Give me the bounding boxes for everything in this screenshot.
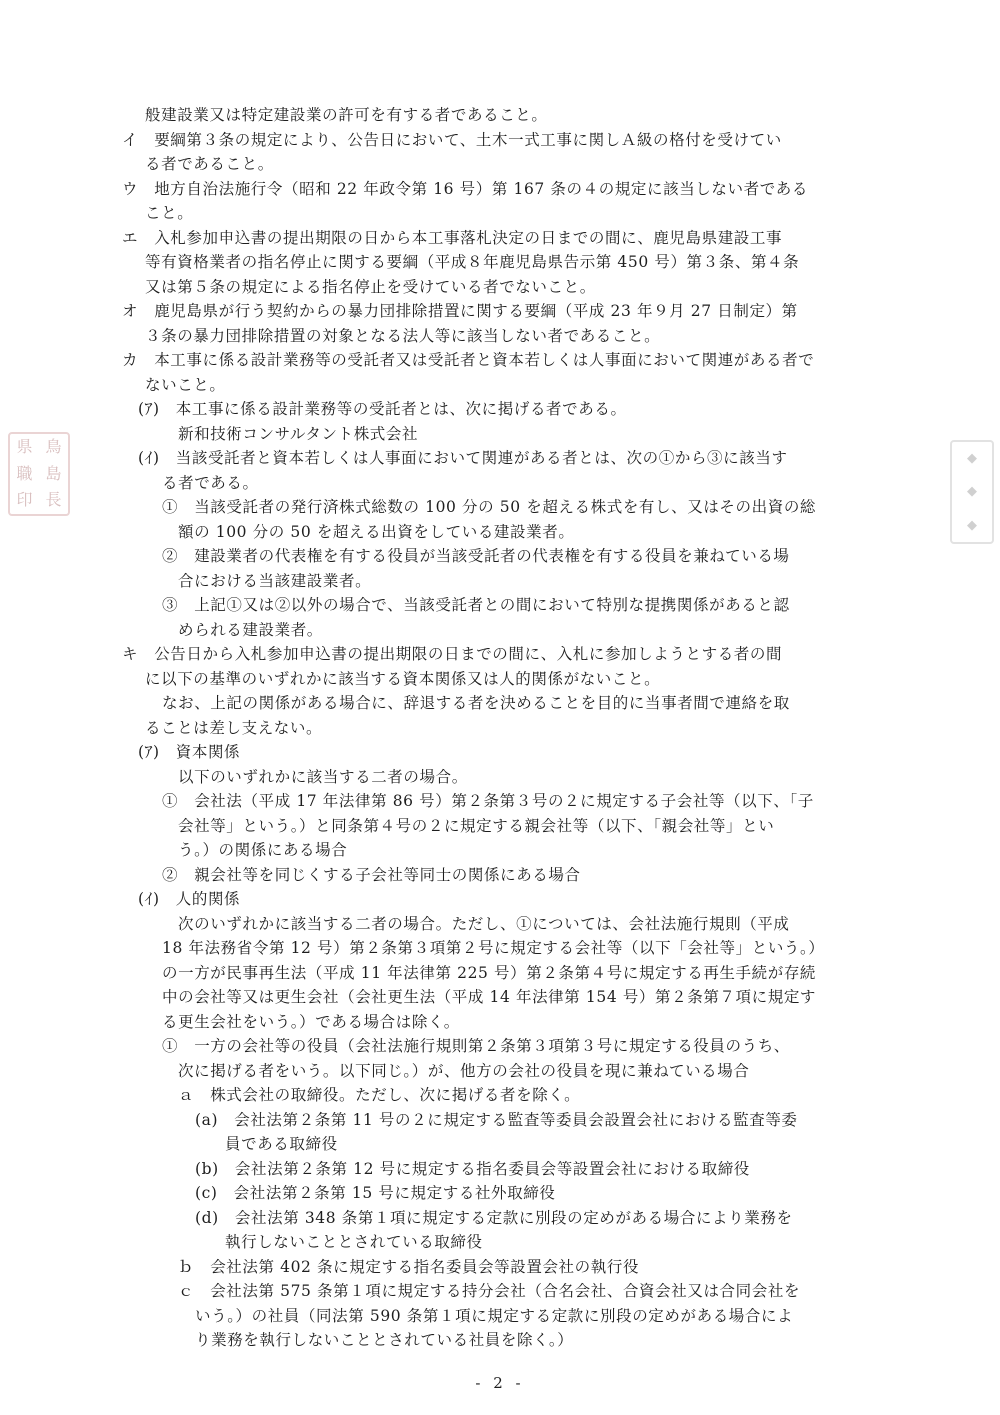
text-line: 会社等」という。）と同条第４号の２に規定する親会社等（以下、「親会社等」とい: [178, 816, 775, 835]
text-line: ② 親会社等を同じくする子会社等同士の関係にある場合: [162, 865, 581, 884]
text-line: (ｲ) 当該受託者と資本若しくは人事面において関連がある者とは、次の①から③に該当す: [138, 449, 788, 467]
text-line: エ 入札参加申込書の提出期限の日から本工事落札決定の日までの間に、鹿児島県建設工事: [122, 228, 783, 247]
text-line: の一方が民事再生法（平成 11 年法律第 225 号）第２条第４号に規定する再生手続が存続: [162, 963, 817, 982]
text-line: 等有資格業者の指名停止に関する要綱（平成８年鹿児島県告示第 450 号）第３条、第４条: [145, 253, 800, 271]
text-line: 執行しないこととされている取締役: [225, 1233, 483, 1251]
text-line: ③ 上記①又は②以外の場合で、当該受託者との間において特別な提携関係があると認: [162, 596, 790, 614]
text-line: り業務を執行しないこととされている社員を除く。）: [195, 1331, 574, 1349]
text-line: に以下の基準のいずれかに該当する資本関係又は人的関係がないこと。: [145, 669, 661, 688]
text-line: 新和技術コンサルタント株式会社: [178, 424, 419, 443]
text-line: オ 鹿児島県が行う契約からの暴力団排除措置に関する要綱（平成 23 年９月 27 日制定）第: [122, 302, 798, 320]
text-line: 合における当該建設業者。: [178, 571, 372, 590]
text-line: 18 年法務省令第 12 号）第２条第３項第２号に規定する会社等（以下「会社等」という。）: [162, 939, 825, 957]
text-line: ① 会社法（平成 17 年法律第 86 号）第２条第３号の２に規定する子会社等（以下、「子: [162, 792, 814, 810]
text-line: 次のいずれかに該当する二者の場合。ただし、①については、会社法施行規則（平成: [178, 914, 790, 933]
text-line: ることは差し支えない。: [145, 718, 323, 737]
text-line: (ｱ) 資本関係: [138, 743, 241, 761]
text-line: ウ 地方自治法施行令（昭和 22 年政令第 16 号）第 167 条の４の規定に該当しない者である: [122, 179, 808, 198]
text-line: る者である。: [162, 473, 259, 492]
text-line: キ 公告日から入札参加申込書の提出期限の日までの間に、入札に参加しようとする者の間: [122, 645, 783, 663]
text-line: (ｲ) 人的関係: [138, 890, 241, 908]
text-line: ３条の暴力団排除措置の対象となる法人等に該当しない者であること。: [145, 326, 661, 345]
text-line: (d) 会社法第 348 条第１項に規定する定款に別段の定めがある場合により業務を: [195, 1208, 793, 1227]
text-line: なお、上記の関係がある場合に、辞退する者を決めることを目的に当事者間で連絡を取: [162, 694, 790, 712]
page-number: - 2 -: [475, 1374, 525, 1392]
grey-seal-stamp: ◆ ◆ ◆: [950, 440, 994, 544]
text-line: ないこと。: [145, 375, 226, 394]
text-line: こと。: [145, 204, 194, 222]
text-line: (b) 会社法第２条第 12 号に規定する指名委員会等設置会社における取締役: [195, 1159, 750, 1178]
text-line: 以下のいずれかに該当する二者の場合。: [178, 767, 468, 786]
text-line: ｃ 会社法第 575 条第１項に規定する持分会社（合名会社、合資会社又は合同会社を: [178, 1282, 801, 1300]
text-line: ｂ 会社法第 402 条に規定する指名委員会等設置会社の執行役: [178, 1257, 640, 1276]
text-line: 次に掲げる者をいう。以下同じ。）が、他方の会社の役員を現に兼ねている場合: [178, 1061, 750, 1080]
text-line: 般建設業又は特定建設業の許可を有する者であること。: [145, 106, 548, 124]
text-line: 額の 100 分の 50 を超える出資をしている建設業者。: [178, 522, 575, 541]
text-line: ① 一方の会社等の役員（会社法施行規則第２条第３項第３号に規定する役員のうち、: [162, 1037, 790, 1055]
text-line: (a) 会社法第２条第 11 号の２に規定する監査等委員会設置会社における監査等委: [195, 1110, 798, 1129]
text-line: ａ 株式会社の取締役。ただし、次に掲げる者を除く。: [178, 1086, 581, 1104]
text-line: ② 建設業者の代表権を有する役員が当該受託者の代表権を有する役員を兼ねている場: [162, 547, 790, 565]
red-seal-stamp: 県 鳥 職 島 印 長: [8, 432, 70, 516]
text-line: (c) 会社法第２条第 15 号に規定する社外取締役: [195, 1184, 556, 1202]
text-line: 員である取締役: [225, 1135, 338, 1153]
text-line: いう。）の社員（同法第 590 条第１項に規定する定款に別段の定めがある場合によ: [195, 1306, 794, 1325]
text-line: る更生会社をいう。）である場合は除く。: [162, 1012, 460, 1031]
text-line: ① 当該受託者の発行済株式総数の 100 分の 50 を超える株式を有し、又はその出資の総: [162, 498, 817, 516]
text-line: る者であること。: [145, 155, 274, 173]
text-line: 又は第５条の規定による指名停止を受けている者でないこと。: [145, 277, 596, 296]
text-line: カ 本工事に係る設計業務等の受託者又は受託者と資本若しくは人事面において関連がある者で: [122, 351, 815, 369]
text-line: (ｱ) 本工事に係る設計業務等の受託者とは、次に掲げる者である。: [138, 400, 627, 418]
text-line: められる建設業者。: [178, 620, 323, 639]
text-line: う。）の関係にある場合: [178, 841, 348, 859]
text-line: イ 要綱第３条の規定により、公告日において、土木一式工事に関しＡ級の格付を受けてい: [122, 130, 782, 149]
text-line: 中の会社等又は更生会社（会社更生法（平成 14 年法律第 154 号）第２条第７項に規定す: [162, 988, 817, 1006]
